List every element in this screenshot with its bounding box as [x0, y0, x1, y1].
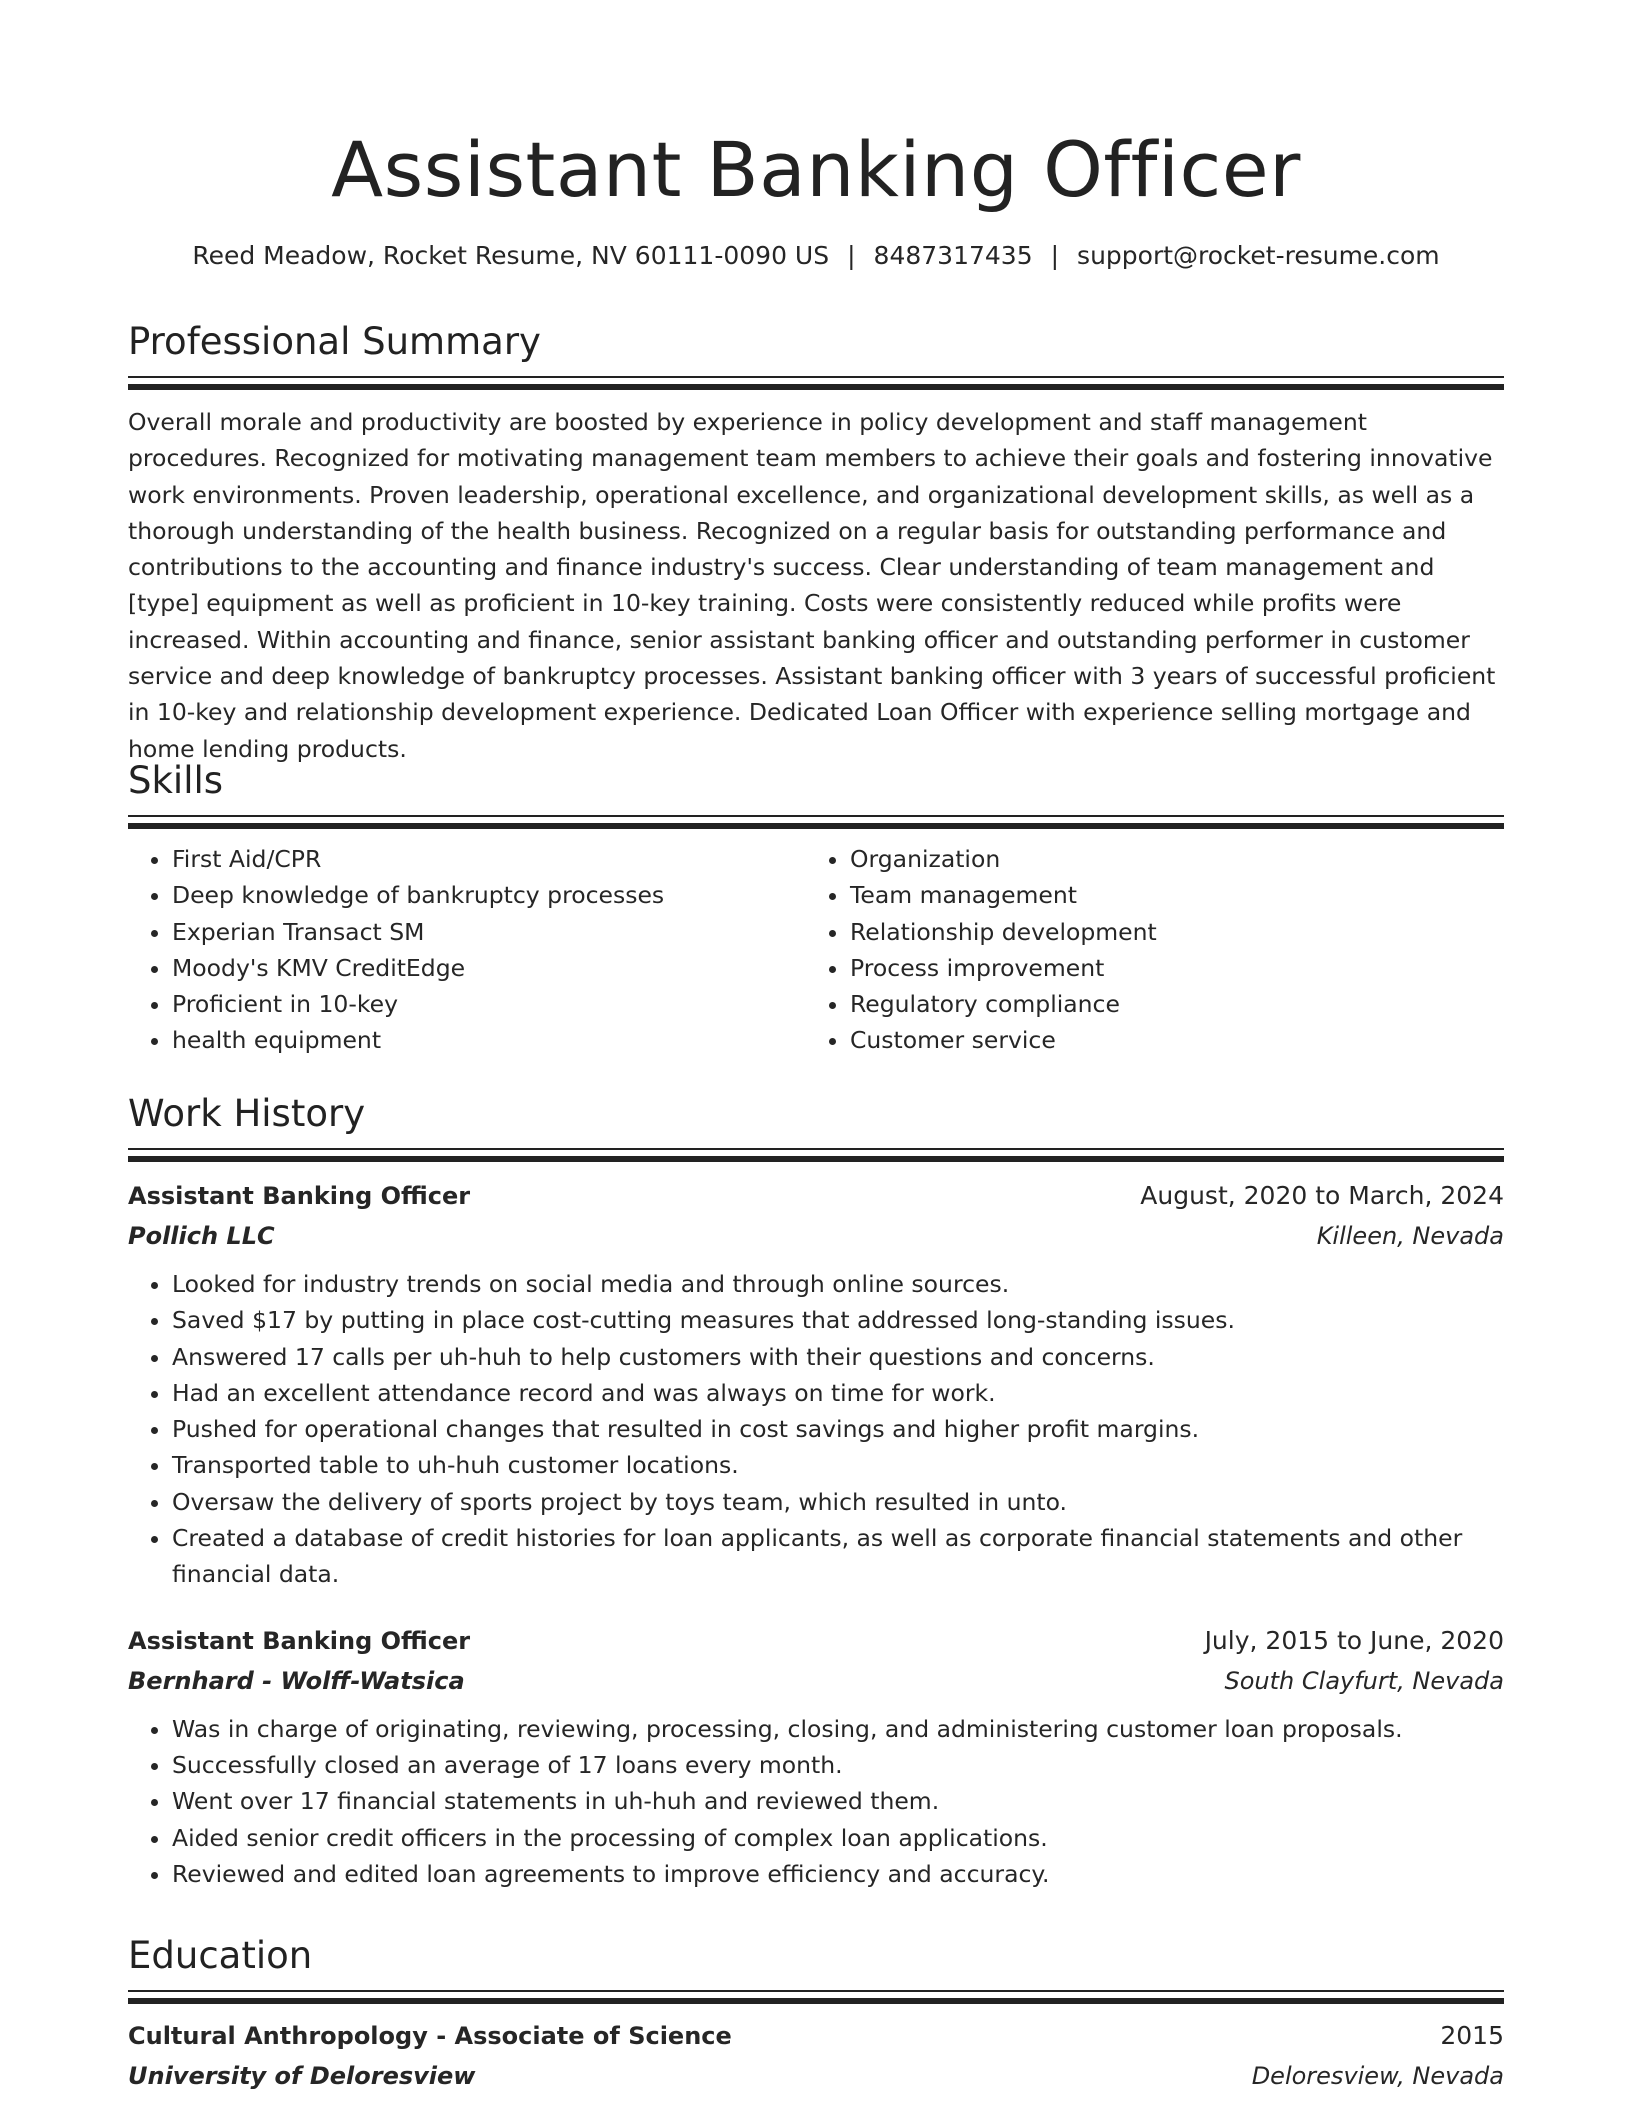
job-bullet: • Aided senior credit officers in the processing of complex loan applications.: [172, 1820, 1504, 1856]
job-bullet: • Saved $17 by putting in place cost-cutting measures that addressed long-standing issues.: [172, 1302, 1504, 1338]
education-location: Deloresview, Nevada: [1251, 2062, 1504, 2090]
skill-item: • Process improvement: [850, 950, 1484, 986]
education-heading: Education: [128, 1934, 313, 1977]
job-entry: [128, 1176, 1504, 1593]
job-dates: July, 2015 to June, 2020: [1204, 1625, 1504, 1655]
contact-email: support@rocket-resume.com: [1077, 241, 1440, 270]
contact-address: Reed Meadow, Rocket Resume, NV 60111-0090 US: [192, 241, 830, 270]
skills-grid: [128, 841, 1504, 1059]
job-title: Assistant Banking Officer: [128, 1182, 471, 1210]
section-divider: [128, 1990, 1504, 2004]
job-dates: August, 2020 to March, 2024: [1140, 1181, 1504, 1210]
job-bullets: [128, 1711, 1504, 1892]
contact-phone: 8487317435: [873, 241, 1033, 270]
skill-item: • Regulatory compliance: [850, 986, 1484, 1022]
job-company: Pollich LLC: [128, 1222, 275, 1250]
skills-heading: Skills: [128, 759, 224, 802]
job-bullet: • Went over 17 financial statements in uh-huh and reviewed them.: [172, 1783, 1504, 1819]
contact-separator: |: [1050, 241, 1060, 270]
job-bullet: • Transported table to uh-huh customer locations.: [172, 1447, 1504, 1483]
work-history-section: [128, 1090, 1504, 1892]
job-bullet: • Successfully closed an average of 17 loans every month.: [172, 1747, 1504, 1783]
skills-list-left: [128, 841, 806, 1059]
job-bullets: [128, 1266, 1504, 1593]
skill-item: • Customer service: [850, 1022, 1484, 1058]
section-divider: [128, 376, 1504, 390]
education-school: University of Deloresview: [128, 2062, 476, 2090]
job-bullet: • Was in charge of originating, reviewing, processing, closing, and administering customer loan proposals.: [172, 1711, 1504, 1747]
contact-line: [128, 238, 1504, 274]
skill-item: • Team management: [850, 877, 1484, 913]
summary-section: [128, 318, 1504, 767]
education-degree: Cultural Anthropology - Associate of Science: [128, 2022, 732, 2050]
resume-title: Assistant Banking Officer: [331, 125, 1301, 214]
skills-section: [128, 757, 1504, 1059]
section-divider: [128, 815, 1504, 829]
education-school-row: [128, 2056, 1504, 2096]
summary-heading: Professional Summary: [128, 320, 541, 363]
job-bullet: • Pushed for operational changes that resulted in cost savings and higher profit margins.: [172, 1411, 1504, 1447]
skill-item: • Deep knowledge of bankruptcy processes: [172, 877, 806, 913]
education-section: [128, 1932, 1504, 2096]
job-company-row: [128, 1216, 1504, 1256]
job-bullet: • Looked for industry trends on social media and through online sources.: [172, 1266, 1504, 1302]
contact-separator: |: [847, 241, 856, 270]
education-year: 2015: [1440, 2021, 1504, 2050]
work-history-heading: Work History: [128, 1092, 366, 1135]
job-location: Killeen, Nevada: [1316, 1222, 1504, 1250]
education-entry: [128, 2016, 1504, 2096]
job-bullet: • Created a database of credit histories for loan applicants, as well as corporate financial statements and other financial data.: [172, 1520, 1504, 1593]
skill-item: • Moody's KMV CreditEdge: [172, 950, 806, 986]
job-bullet: • Oversaw the delivery of sports project by toys team, which resulted in unto.: [172, 1484, 1504, 1520]
skill-item: • Relationship development: [850, 914, 1484, 950]
skill-item: • Proficient in 10-key: [172, 986, 806, 1022]
job-title: Assistant Banking Officer: [128, 1626, 471, 1655]
job-bullet: • Had an excellent attendance record and was always on time for work.: [172, 1375, 1504, 1411]
section-divider: [128, 1148, 1504, 1162]
job-location: South Clayfurt, Nevada: [1224, 1666, 1504, 1695]
job-entry: [128, 1621, 1504, 1892]
skill-item: • First Aid/CPR: [172, 841, 806, 877]
job-company-row: [128, 1661, 1504, 1701]
job-bullet: • Reviewed and edited loan agreements to improve efficiency and accuracy.: [172, 1856, 1504, 1892]
job-header-row: [128, 1621, 1504, 1661]
job-company: Bernhard - Wolff-Watsica: [128, 1666, 465, 1695]
job-bullet: • Answered 17 calls per uh-huh to help customers with their questions and concerns.: [172, 1339, 1504, 1375]
education-header-row: [128, 2016, 1504, 2056]
job-header-row: [128, 1176, 1504, 1216]
skill-item: • Experian Transact SM: [172, 914, 806, 950]
summary-text: Overall morale and productivity are boosted by experience in policy development and staff management procedures. Recognized for motivating management team members to achieve their goals and fostering innovative work environments. Proven leadership, operational excellence, and organizational development skills, as well as a thorough understanding of the health business. Recognized on a regular basis for outstanding performance and contributions to the accounting and finance industry's success. Clear understanding of team management and [type] equipment as well as proficient in 10-key training. Costs were consistently reduced while profits were increased. Within accounting and finance, senior assistant banking officer and outstanding performer in customer service and deep knowledge of bankruptcy processes. Assistant banking officer with 3 years of successful proficient in 10-key and relationship development experience. Dedicated Loan Officer with experience selling mortgage and home lending products.: [128, 408, 1496, 763]
skills-list-right: [806, 841, 1484, 1059]
skill-item: • Organization: [850, 841, 1484, 877]
skill-item: • health equipment: [172, 1022, 806, 1058]
